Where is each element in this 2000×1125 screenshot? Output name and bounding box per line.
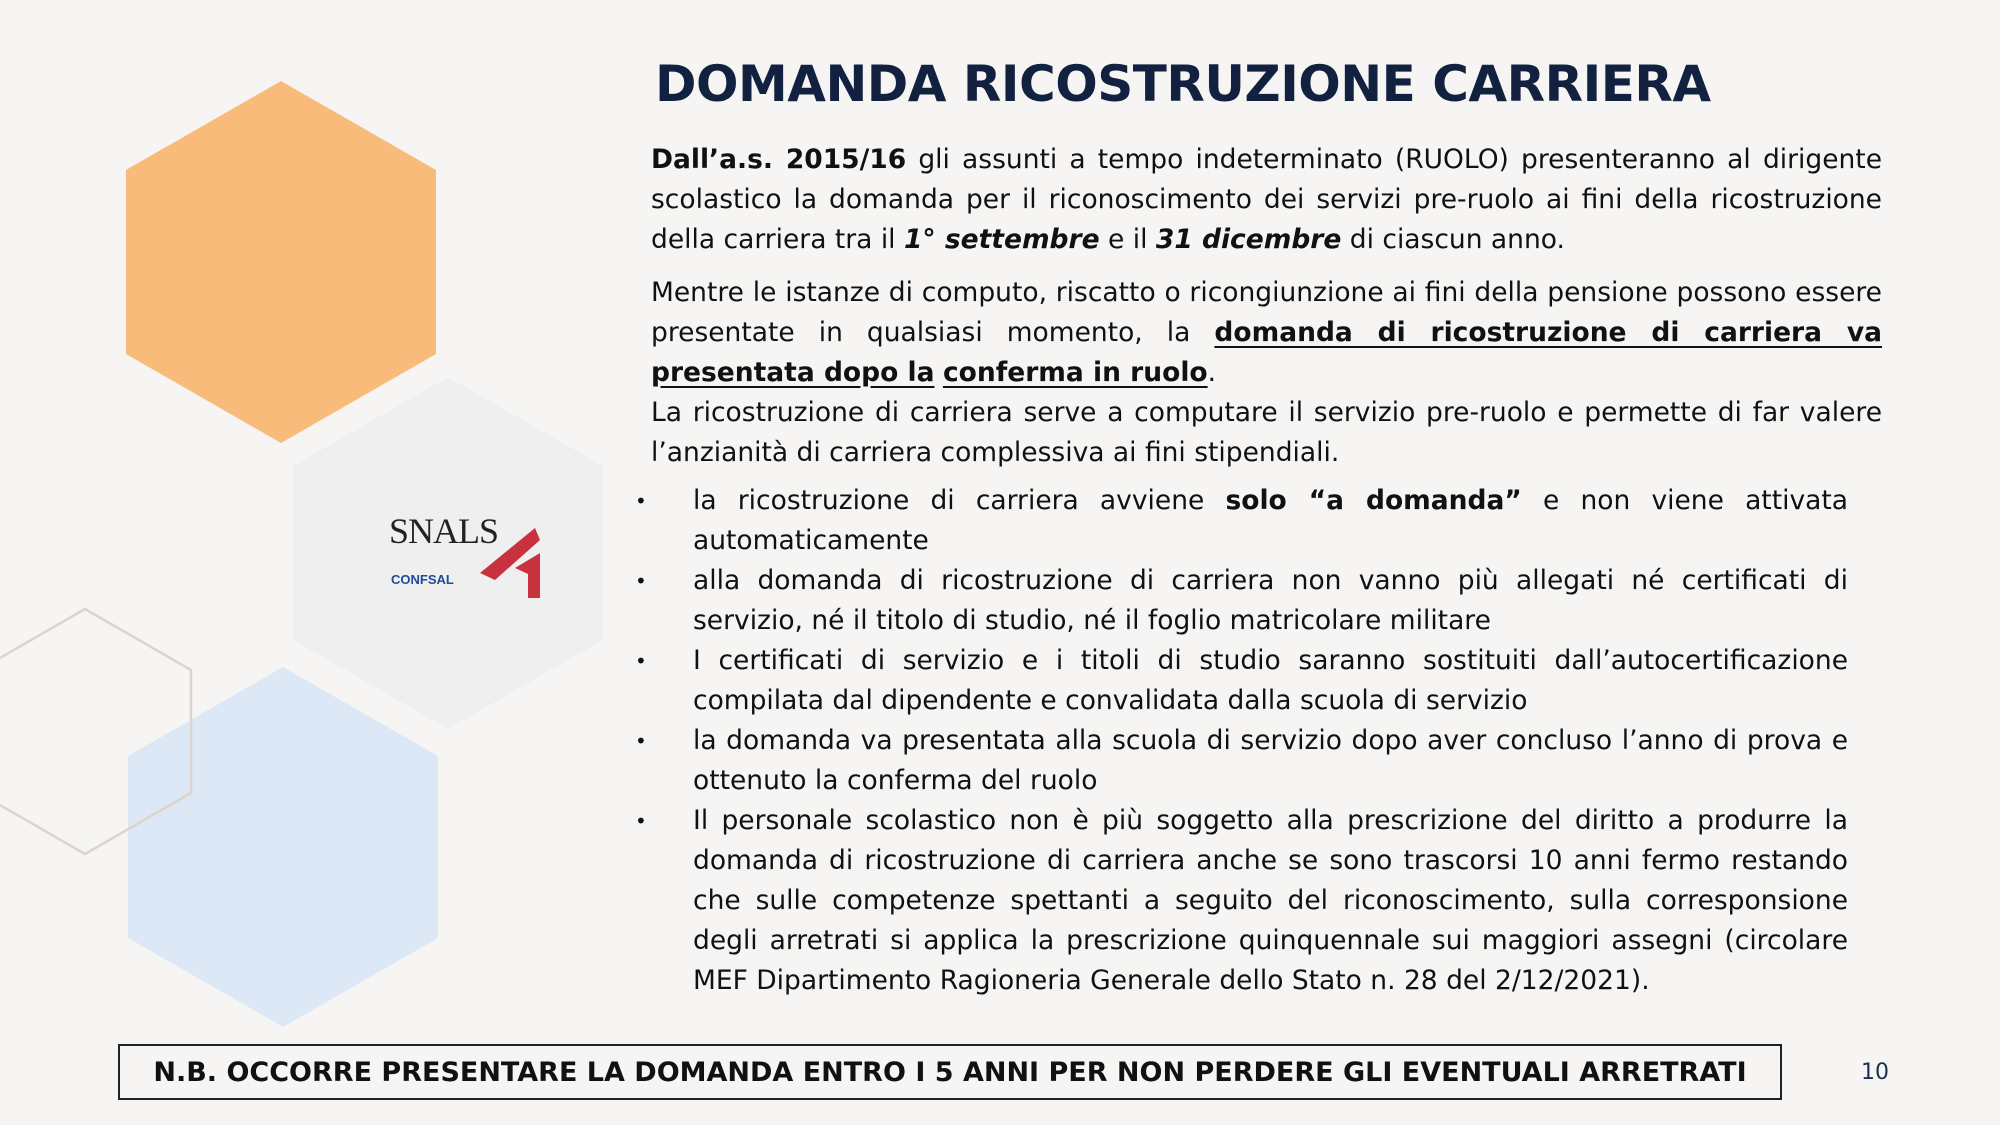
date-start: 1° settembre (903, 224, 1100, 255)
logo-sub: CONFSAL (391, 572, 454, 587)
snals-mark-icon (470, 518, 550, 598)
orange-hexagon (126, 81, 436, 443)
slide-content (651, 140, 1882, 1001)
school-year-bold: Dall’a.s. 2015/16 (651, 144, 907, 175)
bullet-list (693, 481, 1848, 1001)
list-item: • alla domanda di ricostruzione di carriera non vanno più allegati né certificati di servizio, né il titolo di studio, né il foglio matricolare militare (693, 561, 1848, 641)
paragraph-assunti: Dall’a.s. 2015/16 gli assunti a tempo indeterminato (RUOLO) presenteranno al dirigente scolastico la domanda per il riconoscimento dei servizi pre-ruolo ai fini della ricostruzione della carriera tra il 1° settembre e il 31 dicembre di ciascun anno. (651, 144, 1882, 255)
underlined-conferma: conferma in ruolo (942, 357, 1208, 388)
date-end: 31 dicembre (1155, 224, 1342, 255)
list-item: • Il personale scolastico non è più soggetto alla prescrizione del diritto a produrre la domanda di ricostruzione di carriera anche se sono trascorsi 10 anni fermo restando che sulle competenze spettanti a seguito del riconoscimento, sulla corresponsione degli arretrati si applica la prescrizione quinquennale sui maggiori assegni (circolare MEF Dipartimento Ragioneria Generale dello Stato n. 28 del 2/12/2021). (693, 801, 1848, 1001)
paragraph-istanze: Mentre le istanze di computo, riscatto o ricongiunzione ai fini della pensione possono essere presentate in qualsiasi momento, la domanda di ricostruzione di carriera va presentata dopo la conferma in ruolo. (651, 277, 1883, 388)
nb-note-box (118, 1044, 1782, 1100)
list-item: • I certificati di servizio e i titoli di studio saranno sostituiti dall’autocertificazione compilata dal dipendente e convalidata dalla scuola di servizio (693, 641, 1848, 721)
list-item: • la domanda va presentata alla scuola di servizio dopo aver concluso l’anno di prova e ottenuto la conferma del ruolo (693, 721, 1848, 801)
underlined-domanda: domanda di ricostruzione di carriera va presentata dopo la (651, 317, 1883, 388)
logo-name: SNALS (389, 511, 499, 551)
blue-hexagon (128, 667, 438, 1027)
slide-title: DOMANDA RICOSTRUZIONE CARRIERA (655, 55, 1711, 113)
nb-note-text: N.B. OCCORRE PRESENTARE LA DOMANDA ENTRO I 5 ANNI PER NON PERDERE GLI EVENTUALI ARRETRATI (153, 1056, 1747, 1088)
page-number: 10 (1861, 1060, 1889, 1085)
paragraph-ricostruzione: La ricostruzione di carriera serve a computare il servizio pre-ruolo e permette di far valere l’anzianità di carriera complessiva ai fini stipendiali. (651, 397, 1882, 468)
list-item: • la ricostruzione di carriera avviene solo “a domanda” e non viene attivata automaticamente (693, 481, 1848, 561)
snals-logo (385, 510, 545, 600)
